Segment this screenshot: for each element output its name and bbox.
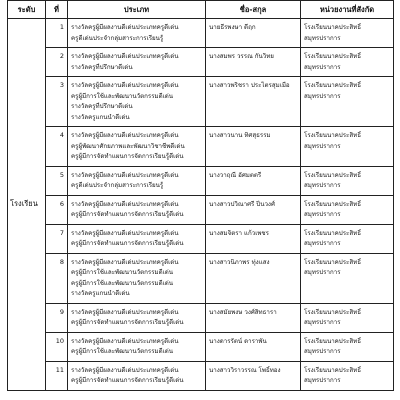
unit-cell	[301, 77, 394, 127]
person-name: นางสมพร วรรณ กันวิทย	[209, 53, 274, 60]
row-number: 2	[46, 48, 68, 77]
unit-cell	[301, 19, 394, 48]
table-row	[8, 332, 394, 361]
row-number: 8	[46, 253, 68, 303]
award-type-line: ครูดีเด่นประจำกลุ่มสาระการเรียนรู้	[71, 34, 164, 42]
unit-line: สมุทรปราการ	[304, 63, 341, 71]
award-type-cell	[68, 166, 206, 195]
award-type-cell	[68, 19, 206, 48]
unit-cell	[301, 127, 394, 167]
award-type-line: ครูผู้มีการจัดทำแผนการจัดการเรียนรู้ดีเด่น	[71, 319, 184, 326]
unit-line: โรงเรียนนาคประสิทธิ์	[304, 53, 362, 60]
award-type-line: รางวัลครูผู้มีผลงานดีเด่นประเภทครูดีเด่น	[71, 171, 179, 179]
table-row	[8, 195, 394, 224]
award-type-line: รางวัลครูผู้มีผลงานดีเด่นประเภทครูดีเด่น	[71, 53, 179, 60]
row-number: 11	[46, 361, 68, 390]
unit-cell	[301, 166, 394, 195]
unit-line: สมุทรปราการ	[304, 34, 341, 42]
header-type: ประเภท	[68, 1, 206, 19]
table-row	[8, 361, 394, 390]
table-header-row	[8, 1, 394, 19]
person-name-cell	[206, 195, 301, 224]
person-name-cell	[206, 303, 301, 332]
person-name: นางสมจิตรา แก้วเพชร	[209, 229, 269, 237]
award-type-line: ครูผู้พัฒนาศักยภาพและพัฒนาวิชาชีพดีเด่น	[71, 142, 185, 150]
award-type-line: รางวัลครูผู้มีผลงานดีเด่นประเภทครูดีเด่น	[71, 82, 179, 89]
award-type-cell	[68, 253, 206, 303]
award-type-cell	[68, 224, 206, 253]
award-type-line: รางวัลครูแกนนำดีเด่น	[71, 290, 130, 297]
header-no: ที่	[46, 1, 68, 19]
person-name-cell	[206, 166, 301, 195]
award-type-line: รางวัลครูผู้มีผลงานดีเด่นประเภทครูดีเด่น	[71, 308, 179, 316]
award-type-line: ครูผู้มีการใช้และพัฒนานวัตกรรมดีเด่น	[71, 348, 173, 355]
award-type-line: ครูผู้มีการใช้และพัฒนานวัตกรรมดีเด่น	[71, 269, 173, 276]
award-type-line: ครูผู้มีการจัดทำแผนการจัดการเรียนรู้ดีเด่น	[71, 377, 184, 384]
unit-line: สมุทรปราการ	[304, 377, 341, 384]
unit-line: โรงเรียนนาคประสิทธิ์	[304, 24, 362, 31]
document-page	[7, 0, 393, 400]
unit-line: โรงเรียนนาคประสิทธิ์	[304, 366, 362, 374]
unit-line: โรงเรียนนาคประสิทธิ์	[304, 171, 362, 179]
person-name-cell	[206, 19, 301, 48]
unit-line: โรงเรียนนาคประสิทธิ์	[304, 229, 362, 237]
header-name: ชื่อ-สกุล	[206, 1, 301, 19]
unit-line: สมุทรปราการ	[304, 211, 341, 218]
unit-line: สมุทรปราการ	[304, 240, 341, 247]
award-type-line: ครูผู้มีการจัดทำแผนการจัดการเรียนรู้ดีเด่น	[71, 153, 184, 160]
row-number: 6	[46, 195, 68, 224]
award-type-cell	[68, 195, 206, 224]
row-number: 3	[46, 77, 68, 127]
award-type-line: ครูผู้มีการจัดทำแผนการจัดการเรียนรู้ดีเด่น	[71, 240, 184, 247]
table-row	[8, 224, 394, 253]
award-type-line: รางวัลครูผู้มีผลงานดีเด่นประเภทครูดีเด่น	[71, 366, 179, 374]
award-type-cell	[68, 48, 206, 77]
award-type-line: รางวัลครูผู้มีผลงานดีเด่นประเภทครูดีเด่น	[71, 132, 179, 139]
unit-line: โรงเรียนนาคประสิทธิ์	[304, 200, 362, 208]
unit-line: สมุทรปราการ	[304, 319, 341, 326]
header-unit: หน่วยงานที่สังกัด	[301, 1, 394, 19]
award-type-line: ครูดีเด่นประจำกลุ่มสาระการเรียนรู้	[71, 182, 164, 189]
table-row	[8, 127, 394, 167]
award-type-line: ครูผู้มีการใช้และพัฒนานวัตกรรมดีเด่น	[71, 92, 173, 100]
person-name-cell	[206, 224, 301, 253]
person-name-cell	[206, 253, 301, 303]
unit-line: โรงเรียนนาคประสิทธิ์	[304, 337, 362, 345]
row-number: 10	[46, 332, 68, 361]
unit-cell	[301, 361, 394, 390]
person-name: นางสาวนิภาพร ทุ่งแสง	[209, 258, 270, 266]
unit-line: สมุทรปราการ	[304, 142, 341, 150]
unit-cell	[301, 332, 394, 361]
person-name-cell	[206, 127, 301, 167]
award-type-line: ครูผู้มีการจัดทำแผนการจัดการเรียนรู้ดีเด่น	[71, 211, 184, 218]
award-type-line: รางวัลครูที่ปรึกษาดีเด่น	[71, 103, 133, 110]
unit-line: โรงเรียนนาคประสิทธิ์	[304, 132, 362, 139]
person-name-cell	[206, 48, 301, 77]
person-name: นางสาวปวิณาศรี ปิ่นวงศ์	[209, 200, 275, 208]
award-type-line: รางวัลครูผู้มีผลงานดีเด่นประเภทครูดีเด่น	[71, 258, 179, 266]
unit-line: สมุทรปราการ	[304, 92, 341, 100]
person-name: นางดารรัตน์ ดาราพัน	[209, 337, 267, 345]
row-number: 4	[46, 127, 68, 167]
unit-line: สมุทรปราการ	[304, 182, 341, 189]
award-type-cell	[68, 127, 206, 167]
award-type-cell	[68, 77, 206, 127]
person-name-cell	[206, 361, 301, 390]
award-type-cell	[68, 332, 206, 361]
row-number: 9	[46, 303, 68, 332]
award-type-line: รางวัลครูผู้มีผลงานดีเด่นประเภทครูดีเด่น	[71, 337, 179, 345]
award-type-line: ครูผู้มีการใช้และพัฒนานวัตกรรมดีเด่น	[71, 279, 173, 287]
award-type-line: รางวัลครูผู้มีผลงานดีเด่นประเภทครูดีเด่น	[71, 229, 179, 237]
table-row	[8, 19, 394, 48]
unit-line: โรงเรียนนาคประสิทธิ์	[304, 258, 362, 266]
person-name-cell	[206, 77, 301, 127]
unit-cell	[301, 253, 394, 303]
person-name: นางวาฤณี อัศมตตรี	[209, 171, 262, 179]
unit-cell	[301, 195, 394, 224]
person-name: นางสาววิราวรรณ โพธิ์ทอง	[209, 366, 281, 374]
person-name: นางสาวนาน ทิศสุธรรม	[209, 132, 271, 139]
award-type-line: รางวัลครูแกนนำดีเด่น	[71, 113, 130, 121]
award-type-line: รางวัลครูผู้มีผลงานดีเด่นประเภทครูดีเด่น	[71, 24, 179, 31]
table-row	[8, 303, 394, 332]
unit-cell	[301, 303, 394, 332]
unit-line: โรงเรียนนาคประสิทธิ์	[304, 308, 362, 316]
level-cell: โรงเรียน	[8, 19, 46, 391]
table-row	[8, 253, 394, 303]
person-name: นางสาวพริชรา ประไตรสุมเมือ	[209, 82, 290, 89]
person-name: นายธีรพงษา ดีฤก	[209, 24, 256, 31]
person-name-cell	[206, 332, 301, 361]
row-number: 1	[46, 19, 68, 48]
table-row	[8, 48, 394, 77]
unit-cell	[301, 48, 394, 77]
award-type-cell	[68, 361, 206, 390]
unit-line: สมุทรปราการ	[304, 269, 341, 276]
unit-cell	[301, 224, 394, 253]
unit-line: โรงเรียนนาคประสิทธิ์	[304, 82, 362, 89]
person-name: นางสมัยพงษ วงศ์สิทธารา	[209, 308, 277, 316]
award-type-line: รางวัลครูที่ปรึกษาดีเด่น	[71, 63, 133, 71]
row-number: 5	[46, 166, 68, 195]
awards-table	[7, 0, 394, 391]
table-row	[8, 77, 394, 127]
header-level: ระดับ	[8, 1, 46, 19]
row-number: 7	[46, 224, 68, 253]
unit-line: สมุทรปราการ	[304, 348, 341, 355]
table-row	[8, 166, 394, 195]
award-type-line: รางวัลครูผู้มีผลงานดีเด่นประเภทครูดีเด่น	[71, 200, 179, 208]
award-type-cell	[68, 303, 206, 332]
